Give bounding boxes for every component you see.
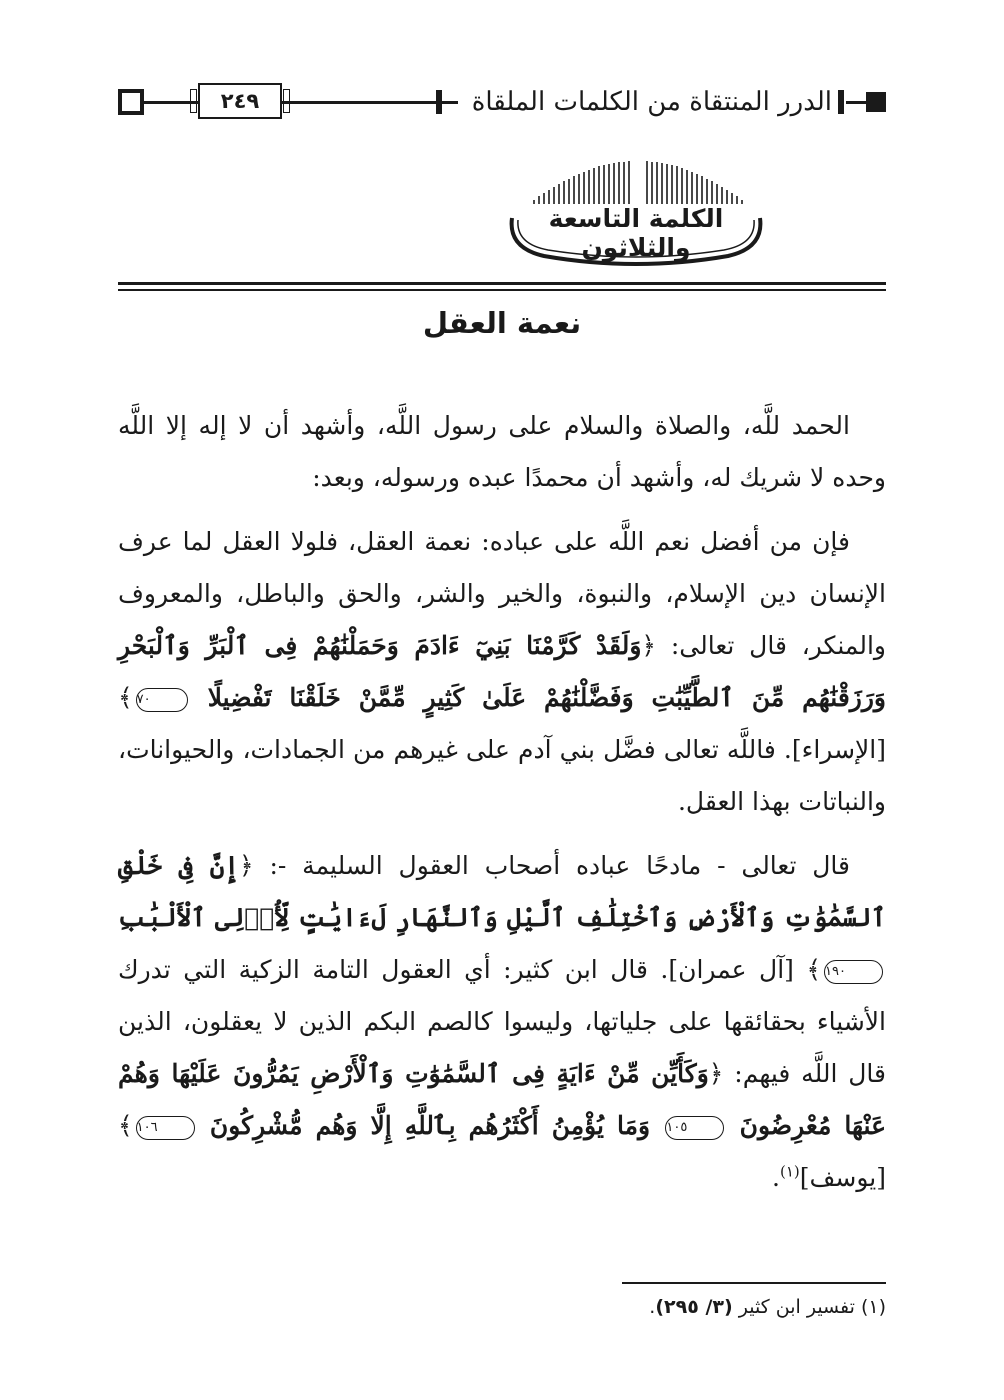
footnote-marker: (١)	[780, 1162, 800, 1181]
header-bar-icon	[838, 90, 844, 114]
verse-close-bracket: ﴾	[118, 683, 133, 712]
section-title: نعمة العقل	[422, 306, 582, 340]
quran-verse: وَمَا يُؤْمِنُ أَكْثَرُهُم بِٱللَّهِ إِلَّا وَهُم مُّشْرِكُونَ	[209, 1111, 651, 1140]
footnote-end: .	[649, 1296, 656, 1318]
verse-open-bracket: ﴿	[239, 851, 254, 880]
verse-number: ١٩٠	[824, 960, 883, 984]
footnote-rule	[622, 1282, 886, 1284]
chapter-cartouche	[508, 160, 764, 270]
running-header	[118, 82, 886, 122]
paragraph	[118, 400, 886, 504]
footnote	[118, 1296, 886, 1318]
verse-open-bracket: ﴿	[708, 1059, 724, 1088]
paragraph-text: . قال ابن كثير: أي العقول التامة الزكية التي تدرك الأشياء بحقائقها على جلياتها، وليسوا كالصم البكم الذين لا يعقلون، الذين قال اللَّه فيهم:	[118, 955, 886, 1088]
book-title: الدرر المنتقاة من الكلمات الملقاة	[458, 82, 846, 122]
footnote-text: (١) تفسير ابن كثير	[738, 1296, 886, 1318]
paragraph	[118, 516, 886, 828]
header-square-outline-icon	[118, 89, 144, 115]
body-text	[118, 400, 886, 1216]
verse-number: ٧٠	[136, 688, 188, 712]
verse-close-bracket: ﴾	[118, 1111, 133, 1140]
section-rule	[118, 282, 886, 285]
verse-open-bracket: ﴿	[641, 631, 657, 660]
paragraph-text: الحمد للَّه، والصلاة والسلام على رسول اللَّه، وأشهد أن لا إله إلا اللَّه وحده لا شريك له، وأشهد أن محمدًا عبده ورسوله، وبعد:	[118, 411, 886, 492]
header-square-filled-icon	[866, 92, 886, 112]
paragraph-text: . فاللَّه تعالى فضَّل بني آدم على غيرهم من الجمادات، والحيوانات، والنباتات بهذا العقل.	[118, 735, 886, 816]
quran-verse: إِنَّ فِى خَلْقِ ٱلسَّمَٰوَٰتِ وَٱلْأَرْضِ وَٱخْتِلَٰفِ ٱلَّيْلِ وَٱلنَّهَارِ لَءَايَٰتٍ لِّأُو۟لِى ٱلْأَلْبَٰبِ	[118, 851, 886, 932]
verse-close-bracket: ﴾	[806, 955, 822, 984]
paragraph-text: فإن من أفضل نعم اللَّه على عباده: نعمة العقل، فلولا العقل لما عرف الإنسان دين الإسلام، والنبوة، والخير والشر، والحق والباطل، والمعروف والمنكر، قال تعالى:	[118, 527, 886, 660]
paragraph-end: .	[772, 1163, 780, 1192]
header-bar-icon	[436, 90, 442, 114]
verse-number: ١٠٦	[136, 1116, 195, 1140]
quran-verse: وَكَأَيِّن مِّنْ ءَايَةٍ فِى ٱلسَّمَٰوَٰتِ وَٱلْأَرْضِ يَمُرُّونَ عَلَيْهَا وَهُمْ عَنْهَا مُعْرِضُونَ	[118, 1059, 887, 1140]
footnote-reference: (٣/ ٢٩٥)	[655, 1296, 733, 1318]
paragraph	[118, 840, 886, 1204]
verse-number: ١٠٥	[665, 1116, 724, 1140]
chapter-title: الكلمة التاسعة والثلاثون	[548, 204, 724, 262]
surah-reference: [الإسراء]	[791, 735, 886, 764]
surah-reference: [يوسف]	[799, 1163, 886, 1192]
surah-reference: [آل عمران]	[668, 955, 794, 984]
page-number: ٢٤٩	[198, 83, 282, 119]
paragraph-text: قال تعالى - مادحًا عباده أصحاب العقول السليمة -:	[269, 851, 850, 880]
section-rule	[118, 289, 886, 291]
quran-verse: وَلَقَدْ كَرَّمْنَا بَنِيٓ ءَادَمَ وَحَمَلْنَٰهُمْ فِى ٱلْبَرِّ وَٱلْبَحْرِ وَرَزَقْنَٰهُم مِّنَ ٱلطَّيِّبَٰتِ وَفَضَّلْنَٰهُمْ عَلَىٰ كَثِيرٍ مِّمَّنْ خَلَقْنَا تَفْضِيلًا	[118, 631, 886, 712]
